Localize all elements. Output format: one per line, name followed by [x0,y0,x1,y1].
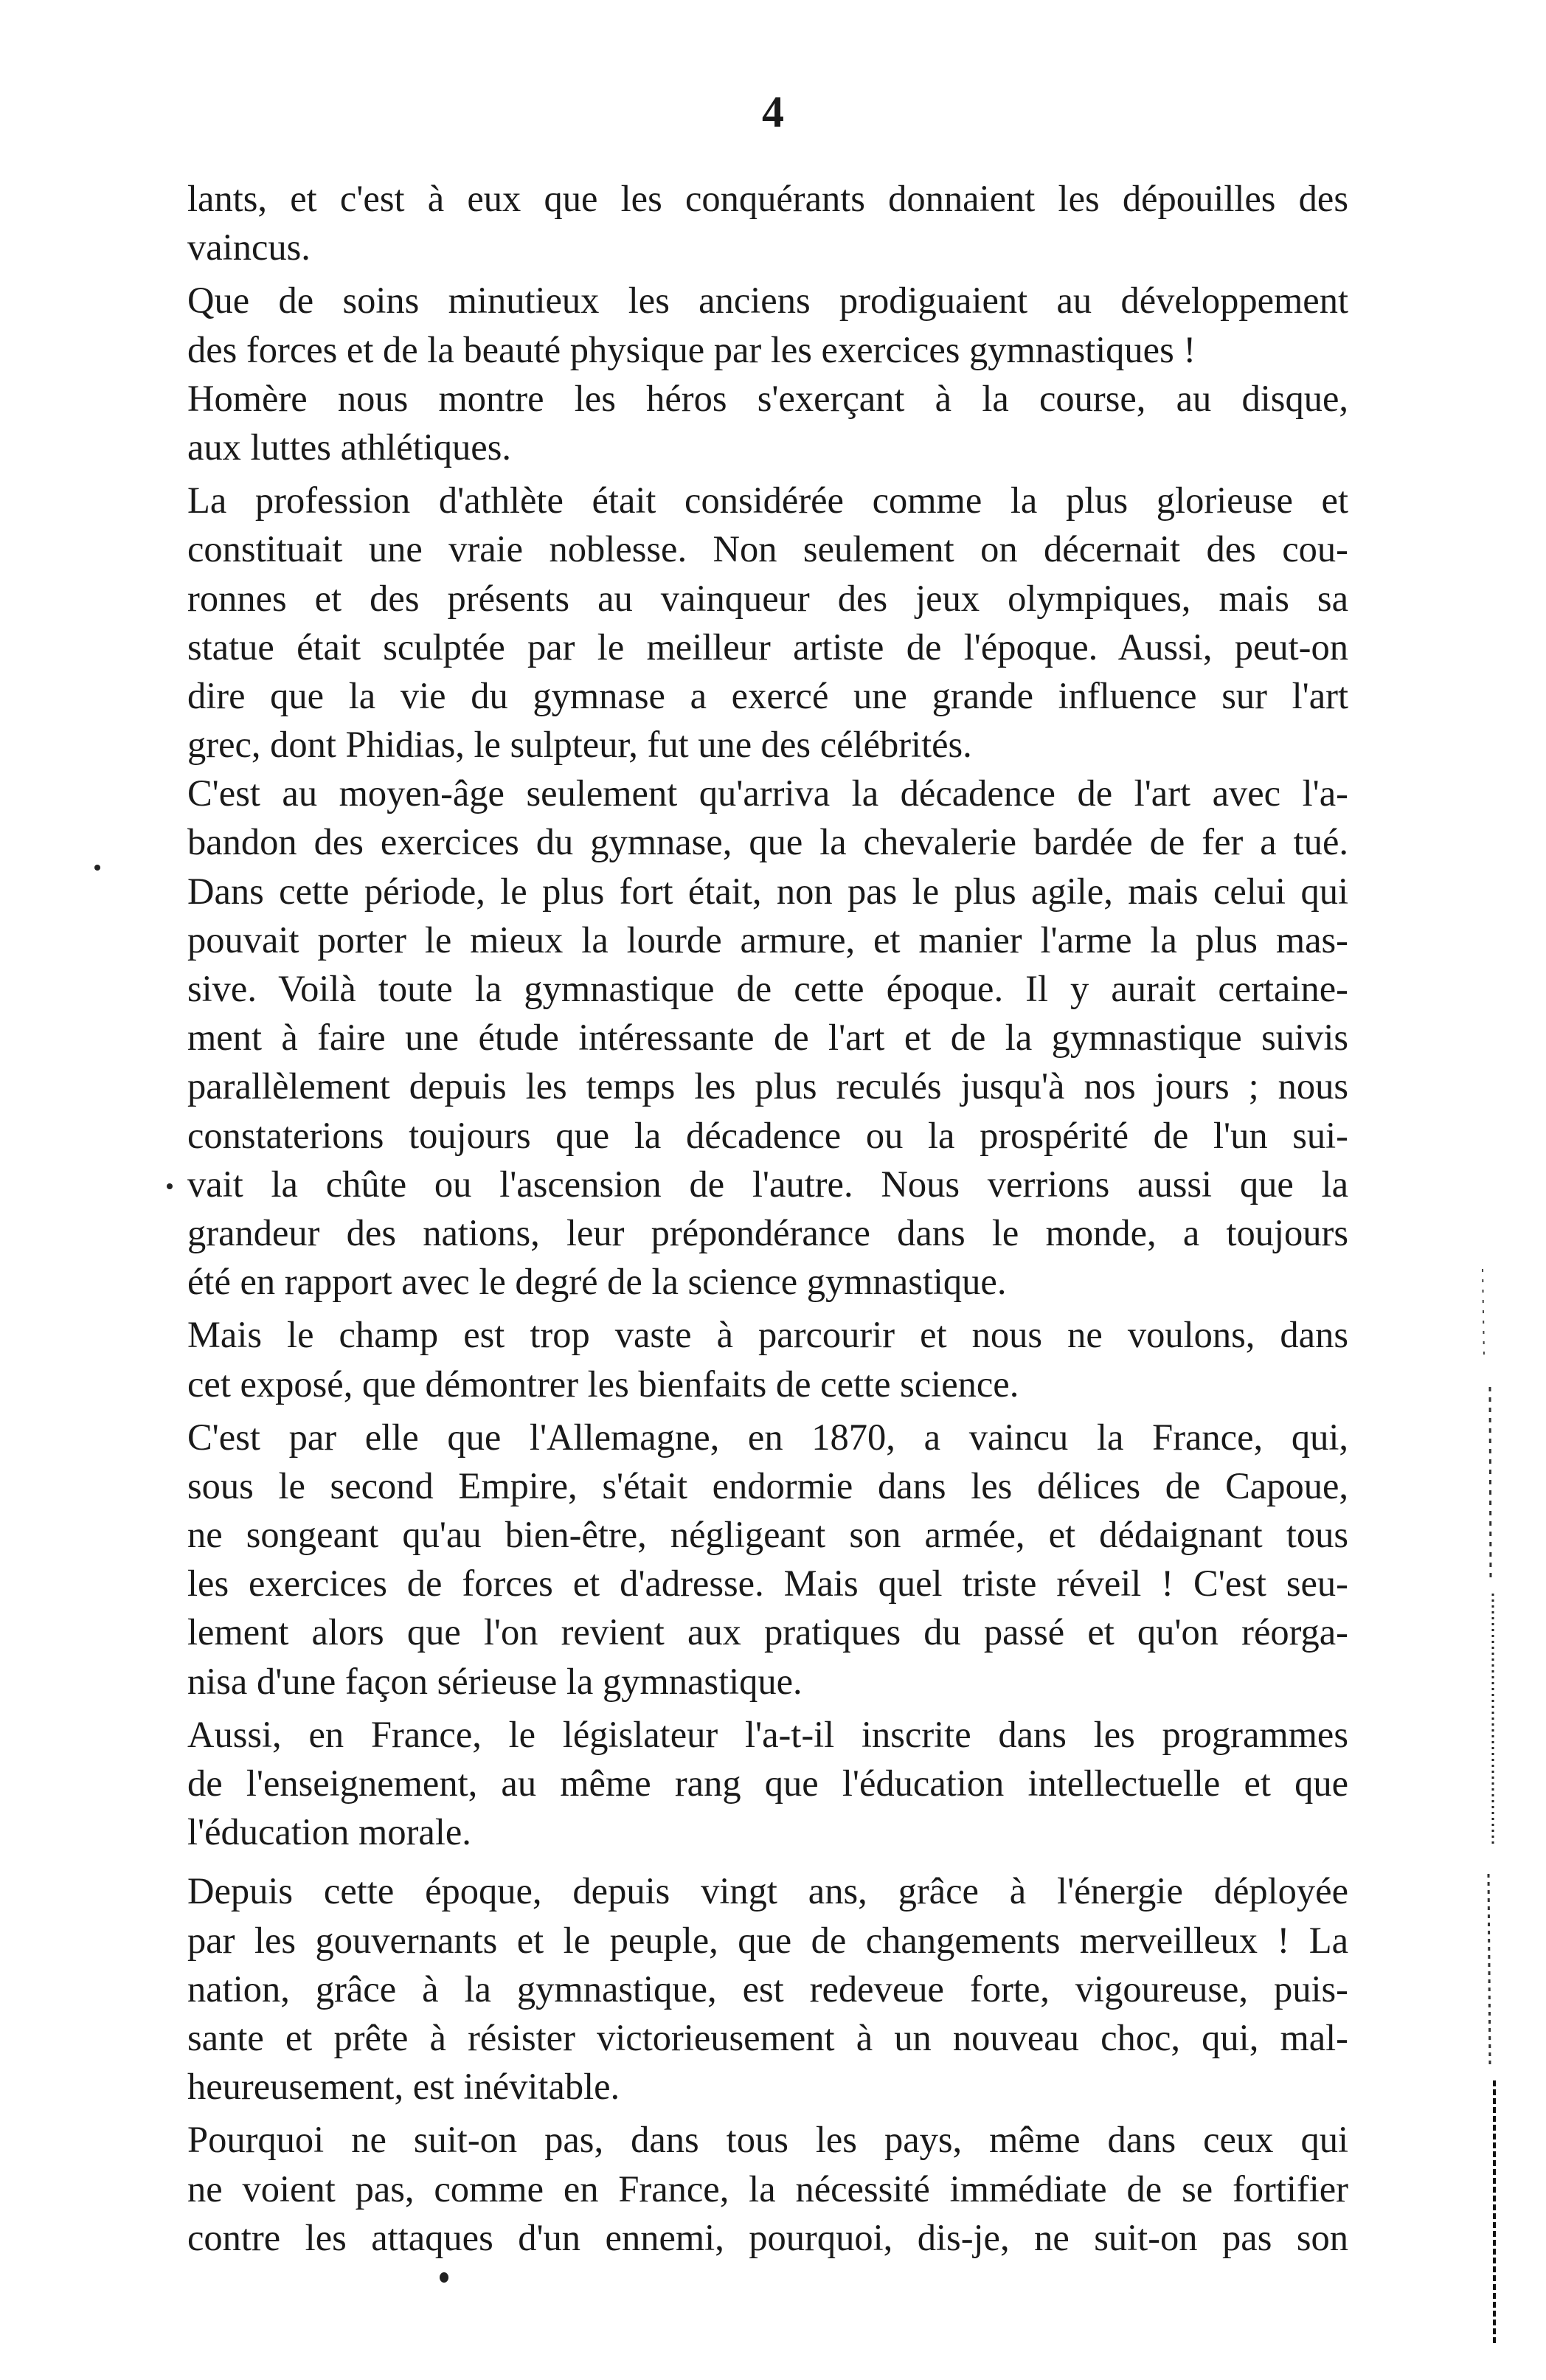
text-line: Mais le champ est trop vaste à parcourir et nous ne voulons, dans [187,1314,1348,1356]
paragraph [187,769,1348,1306]
text-line: ronnes et des présents au vainqueur des jeux olympiques, mais sa [187,577,1348,619]
text-line: Pourquoi ne suit-on pas, dans tous les pays, même dans ceux qui [187,2119,1348,2161]
paragraph [187,1710,1348,1857]
text-line: par les gouvernants et le peuple, que de changements merveilleux ! La [187,1919,1348,1961]
text-line: ment à faire une étude intéressante de l'art et de la gymnastique suivis [187,1017,1348,1059]
text-line: pouvait porter le mieux la lourde armure, et manier l'arme la plus mas- [187,919,1348,961]
text-line: bandon des exercices du gymnase, que la chevalerie bardée de fer a tué. [187,821,1348,863]
text-line: constituait une vraie noblesse. Non seulement on décernait des cou- [187,528,1348,570]
text-line: Aussi, en France, le législateur l'a-t-il inscrite dans les programmes [187,1713,1348,1755]
text-line: les exercices de forces et d'adresse. Mais quel triste réveil ! C'est seu- [187,1563,1348,1605]
margin-scan-noise [1468,1269,1512,2353]
text-line: Depuis cette époque, depuis vingt ans, grâce à l'énergie déployée [187,1870,1348,1912]
paragraph [187,174,1348,271]
scan-speck [167,1183,173,1189]
text-line: dire que la vie du gymnase a exercé une grande influence sur l'art [187,674,1348,716]
text-line: des forces et de la beauté physique par les exercices gymnastiques ! [187,328,1196,370]
text-line: grandeur des nations, leur prépondérance dans le monde, a toujours [187,1211,1348,1253]
text-line: sous le second Empire, s'était endormie dans les délices de Capoue, [187,1464,1348,1506]
text-line: statue était sculptée par le meilleur artiste de l'époque. Aussi, peut-on [187,626,1348,668]
text-line: La profession d'athlète était considérée comme la plus glorieuse et [187,480,1348,522]
paragraph [187,2115,1348,2262]
text-line: sante et prête à résister victorieusement à un nouveau choc, qui, mal- [187,2016,1348,2058]
text-line: lement alors que l'on revient aux pratiques du passé et qu'on réorga- [187,1611,1348,1653]
text-line: nation, grâce à la gymnastique, est redeveue forte, vigoureuse, puis- [187,1968,1348,2010]
text-line: été en rapport avec le degré de la science gymnastique. [187,1261,1007,1303]
text-line: Homère nous montre les héros s'exerçant à la course, au disque, [187,377,1348,419]
text-line: de l'enseignement, au même rang que l'éducation intellectuelle et que [187,1762,1348,1804]
body-text [187,174,1348,2262]
text-line: vaincus. [187,226,311,269]
paragraph [187,1413,1348,1706]
text-line: C'est par elle que l'Allemagne, en 1870, a vaincu la France, qui, [187,1416,1348,1458]
paragraph [187,374,1348,471]
paragraph [187,1867,1348,2111]
text-line: grec, dont Phidias, le sulpteur, fut une des célébrités. [187,724,972,766]
text-line: Dans cette période, le plus fort était, non pas le plus agile, mais celui qui [187,870,1348,912]
text-line: sive. Voilà toute la gymnastique de cette époque. Il y aurait certaine- [187,968,1348,1009]
text-line: l'éducation morale. [187,1811,471,1853]
text-line: vait la chûte ou l'ascension de l'autre. Nous verrions aussi que la [187,1163,1348,1205]
text-line: heureusement, est inévitable. [187,2066,620,2108]
text-line: cet exposé, que démontrer les bienfaits de cette science. [187,1363,1019,1405]
text-line: constaterions toujours que la décadence ou la prospérité de l'un sui- [187,1114,1348,1156]
page-number: 4 [762,88,784,136]
paragraph [187,276,1348,373]
text-line: ne voient pas, comme en France, la nécessité immédiate de se fortifier [187,2168,1348,2210]
text-line: Que de soins minutieux les anciens prodiguaient au développement [187,280,1348,322]
text-line: aux luttes athlétiques. [187,426,511,468]
text-line: C'est au moyen-âge seulement qu'arriva la décadence de l'art avec l'a- [187,772,1348,814]
scan-speck [440,2272,448,2283]
text-line: ne songeant qu'au bien-être, négligeant son armée, et dédaignant tous [187,1514,1348,1556]
text-line: parallèlement depuis les temps les plus reculés jusqu'à nos jours ; nous [187,1065,1348,1107]
text-line: contre les attaques d'un ennemi, pourquoi, dis-je, ne suit-on pas son [187,2216,1348,2258]
text-line: nisa d'une façon sérieuse la gymnastique. [187,1660,803,1702]
paragraph [187,1310,1348,1408]
scan-speck [94,865,100,871]
text-line: lants, et c'est à eux que les conquérants donnaient les dépouilles des [187,178,1348,219]
paragraph [187,476,1348,769]
